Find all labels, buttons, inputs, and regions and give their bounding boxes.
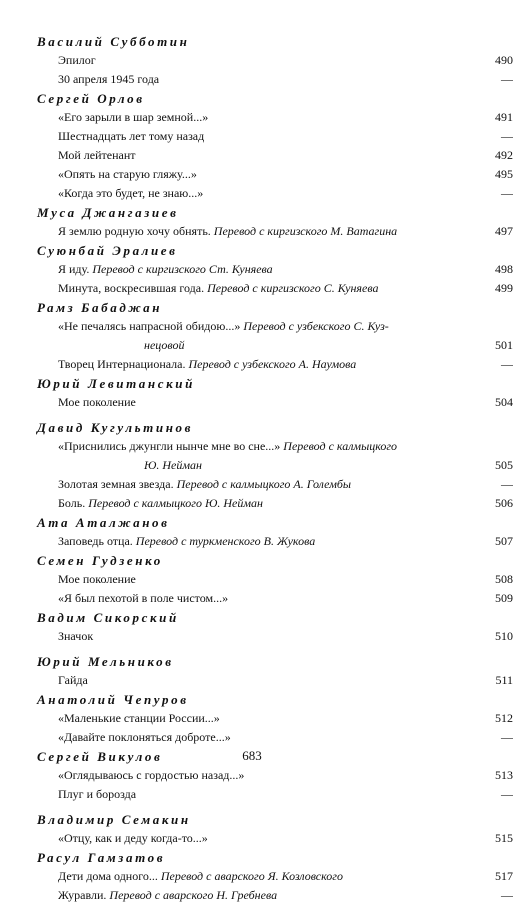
author-name: Владимир Семакин (37, 812, 191, 827)
author-section (0, 418, 513, 513)
page-ref: 517 (495, 869, 513, 883)
translation-note: Перевод с киргизского М. Ватагина (213, 224, 398, 238)
entry-title: Мое поколение (58, 572, 136, 586)
translation-note: Перевод с аварского Я. Козловского (160, 869, 343, 883)
entry-title: «Я был пехотой в поле чистом...» (58, 591, 229, 605)
page-ref: 510 (495, 629, 513, 643)
toc-entry (58, 127, 513, 146)
translation-note: Перевод с киргизского Ст. Куняева (92, 262, 273, 276)
translation-note: Перевод с киргизского С. Куняева (207, 281, 379, 295)
toc-entry (58, 165, 513, 184)
toc-entry (58, 570, 513, 589)
entry-title: «Отцу, как и деду когда-то...» (58, 831, 208, 845)
page-ref: 515 (495, 831, 513, 845)
translation-note: Перевод с узбекского А. Наумова (188, 357, 357, 371)
page-ref: 509 (495, 591, 513, 605)
entry-title: 30 апреля 1945 года (58, 72, 160, 86)
entry-title: «Не печалясь напрасной обидою...» (58, 319, 241, 333)
toc-entry (58, 532, 513, 551)
author-section (0, 89, 513, 203)
author-name: Вадим Сикорский (37, 610, 179, 625)
page-ref: 497 (495, 224, 513, 238)
toc-entry (58, 671, 513, 690)
author-section (0, 298, 513, 374)
toc-entry (58, 475, 513, 494)
author-section (0, 32, 513, 89)
page-ref: — (501, 357, 513, 371)
author-name: Муса Джангазиев (37, 205, 179, 220)
translation-note: Перевод с калмыцкого А. Голембы (176, 477, 352, 491)
author-name: Сергей Викулов (37, 749, 163, 764)
page-ref: 508 (495, 572, 513, 586)
page-ref: 506 (495, 496, 513, 510)
translation-note-continued: Ю. Нейман (144, 458, 202, 472)
page-ref: 498 (495, 262, 513, 276)
toc-entry (58, 279, 513, 298)
page-ref: 512 (495, 711, 513, 725)
author-section (0, 848, 513, 905)
page-ref: 490 (495, 53, 513, 67)
entry-title: «Маленькие станции России...» (58, 711, 220, 725)
page-ref: 507 (495, 534, 513, 548)
page-ref: — (501, 477, 513, 491)
toc-entry (58, 437, 513, 475)
toc-entry (58, 184, 513, 203)
entry-title: Боль. (58, 496, 86, 510)
entry-title: Мой лейтенант (58, 148, 136, 162)
author-name: Сергей Орлов (37, 91, 145, 106)
entry-title: Эпилог (58, 53, 96, 67)
toc-entry (58, 146, 513, 165)
page-ref: — (501, 186, 513, 200)
page-ref: 491 (495, 110, 513, 124)
author-name: Суюнбай Эралиев (37, 243, 178, 258)
author-section (0, 652, 513, 690)
entry-title: Золотая земная звезда. (58, 477, 174, 491)
page-ref: 504 (495, 395, 513, 409)
page-ref: 505 (495, 458, 513, 472)
page-ref: 499 (495, 281, 513, 295)
toc-entry (58, 785, 513, 804)
toc-entry (58, 829, 513, 848)
entry-title: Заповедь отца. (58, 534, 133, 548)
entry-title: «Оглядываюсь с гордостью назад...» (58, 768, 245, 782)
author-name: Расул Гамзатов (37, 850, 166, 865)
entry-title: «Давайте поклоняться доброте...» (58, 730, 231, 744)
author-name: Рамз Бабаджан (37, 300, 163, 315)
entry-title: Дети дома одного... (58, 869, 158, 883)
author-section (0, 551, 513, 608)
toc-entry (58, 355, 513, 374)
author-name: Ата Аталжанов (37, 515, 170, 530)
page-ref: — (501, 888, 513, 902)
toc-entry (58, 108, 513, 127)
author-section (0, 690, 513, 747)
toc-entry (58, 867, 513, 886)
entry-title: Значок (58, 629, 94, 643)
entry-title: Творец Интернационала. (58, 357, 186, 371)
entry-title: Гайда (58, 673, 88, 687)
toc-entry (58, 317, 513, 355)
author-name: Юрий Левитанский (37, 376, 195, 391)
translation-note: Перевод с калмыцкого (283, 439, 398, 453)
toc-entry (58, 70, 513, 89)
toc-entry (58, 222, 513, 241)
author-section (0, 374, 513, 412)
author-section (0, 513, 513, 551)
entry-title: Я землю родную хочу обнять. (58, 224, 211, 238)
toc-entry (58, 627, 513, 646)
toc-entry (58, 886, 513, 905)
translation-note: Перевод с туркменского В. Жукова (135, 534, 316, 548)
author-name: Семен Гудзенко (37, 553, 163, 568)
toc-entry (58, 589, 513, 608)
entry-title: Плуг и борозда (58, 787, 137, 801)
table-of-contents (0, 32, 513, 905)
toc-entry (58, 393, 513, 412)
entry-title: Минута, воскресившая года. (58, 281, 205, 295)
page-ref: — (501, 129, 513, 143)
toc-entry (58, 766, 513, 785)
page-ref: — (501, 787, 513, 801)
toc-entry (58, 494, 513, 513)
page-ref: 511 (495, 673, 513, 687)
entry-title: Мое поколение (58, 395, 136, 409)
entry-title: «Когда это будет, не знаю...» (58, 186, 204, 200)
translation-note-continued: нецовой (144, 338, 185, 352)
entry-title: Шестнадцать лет тому назад (58, 129, 205, 143)
author-name: Давид Кугультинов (37, 420, 194, 435)
author-name: Юрий Мельников (37, 654, 174, 669)
author-section (0, 241, 513, 298)
toc-entry (58, 260, 513, 279)
page-ref: 495 (495, 167, 513, 181)
toc-entry (58, 51, 513, 70)
entry-title: Журавли. (58, 888, 107, 902)
page-ref: 513 (495, 768, 513, 782)
author-section (0, 810, 513, 848)
toc-entry (58, 709, 513, 728)
page-number: 683 (242, 748, 262, 763)
toc-entry (58, 728, 513, 747)
page-ref: — (501, 72, 513, 86)
author-section (0, 203, 513, 241)
author-name: Анатолий Чепуров (37, 692, 189, 707)
page-ref: 492 (495, 148, 513, 162)
author-name: Василий Субботин (37, 34, 190, 49)
translation-note: Перевод с калмыцкого Ю. Нейман (88, 496, 263, 510)
page-ref: 501 (495, 338, 513, 352)
entry-title: «Его зарыли в шар земной...» (58, 110, 209, 124)
page-ref: — (501, 730, 513, 744)
entry-title: «Опять на старую гляжу...» (58, 167, 197, 181)
translation-note: Перевод с узбекского С. Куз- (243, 319, 389, 333)
translation-note: Перевод с аварского Н. Гребнева (109, 888, 278, 902)
entry-title: Я иду. (58, 262, 90, 276)
entry-title: «Приснились джунгли нынче мне во сне...» (58, 439, 281, 453)
author-section (0, 608, 513, 646)
